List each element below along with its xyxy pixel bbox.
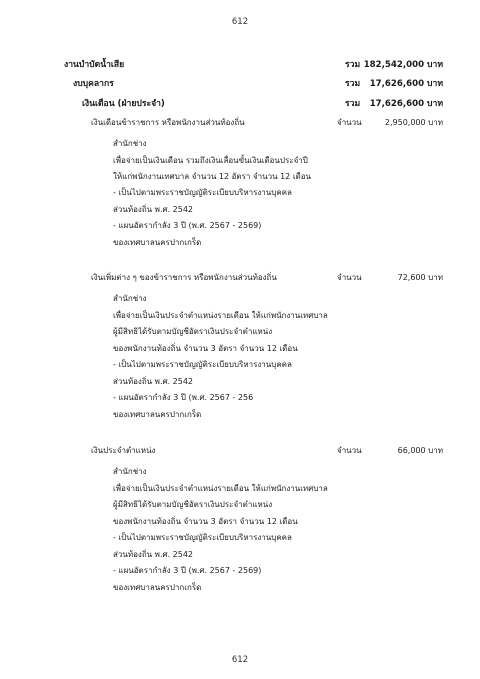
budget-category-unit: รวม	[345, 79, 361, 89]
item-detail-line: สำนักช่าง	[113, 467, 147, 476]
item-detail-line: - เป็นไปตามพระราชบัญญัติระเบียบบริหารงานบุคคล	[113, 188, 292, 197]
item-amount: 2,950,000 บาท	[384, 118, 443, 127]
item-detail-line: ส่วนท้องถิ่น พ.ศ. 2542	[113, 550, 194, 559]
budget-category-title: งบบุคลากร	[73, 79, 114, 89]
item-detail-line: - แผนอัตรากำลัง 3 ปี (พ.ศ. 2567 - 256	[113, 393, 254, 402]
section-amount: 182,542,000 บาท	[363, 60, 443, 70]
item-detail-line: ส่วนท้องถิ่น พ.ศ. 2542	[113, 205, 194, 214]
salary-group-unit: รวม	[345, 99, 361, 109]
item-detail-line: - แผนอัตรากำลัง 3 ปี (พ.ศ. 2567 - 2569)	[113, 221, 262, 230]
item-detail-line: สำนักช่าง	[113, 294, 147, 303]
item-detail-line: สำนักช่าง	[113, 139, 147, 148]
salary-group-amount: 17,626,600 บาท	[369, 99, 443, 109]
page-number-bottom: 612	[231, 655, 249, 665]
item-detail-line: ผู้มีสิทธิได้รับตามบัญชีอัตราเงินประจำตำแหน่ง	[113, 327, 273, 336]
item-detail-line: ของพนักงานท้องถิ่น จำนวน 3 อัตรา จำนวน 12 เดือน	[113, 517, 298, 526]
item-amount: 72,600 บาท	[397, 273, 443, 282]
item-detail-line: เพื่อจ่ายเป็นเงินประจำตำแหน่งรายเดือน ให้แก่พนักงานเทศบาล	[113, 311, 328, 320]
item-detail-line: ของเทศบาลนครปากเกร็ด	[113, 410, 202, 419]
item-detail-line: เพื่อจ่ายเป็นเงินประจำตำแหน่งรายเดือน ให้แก่พนักงานเทศบาล	[113, 484, 328, 493]
budget-category-amount: 17,626,600 บาท	[369, 79, 443, 89]
item-unit: จำนวน	[337, 446, 362, 455]
item-detail-line: - แผนอัตรากำลัง 3 ปี (พ.ศ. 2567 - 2569)	[113, 566, 262, 575]
salary-group-title: เงินเดือน (ฝ่ายประจำ)	[82, 99, 165, 109]
item-unit: จำนวน	[337, 118, 362, 127]
item-detail-line: ผู้มีสิทธิได้รับตามบัญชีอัตราเงินประจำตำแหน่ง	[113, 500, 273, 509]
item-detail-line: เพื่อจ่ายเป็นเงินเดือน รวมถึงเงินเลื่อนขั้นเงินเดือนประจำปี	[113, 156, 308, 165]
item-detail-line: ให้แก่พนักงานเทศบาล จำนวน 12 อัตรา จำนวน 12 เดือน	[113, 172, 312, 181]
item-detail-line: ของเทศบาลนครปากเกร็ด	[113, 238, 202, 247]
item-detail-line: ส่วนท้องถิ่น พ.ศ. 2542	[113, 377, 194, 386]
item-detail-line: ของเทศบาลนครปากเกร็ด	[113, 583, 202, 592]
item-title: เงินประจำตำแหน่ง	[91, 446, 156, 455]
item-title: เงินเดือนข้าราชการ หรือพนักงานส่วนท้องถิ่น	[91, 118, 245, 127]
page-number-top: 612	[231, 17, 249, 27]
item-title: เงินเพิ่มต่าง ๆ ของข้าราชการ หรือพนักงานส่วนท้องถิ่น	[91, 273, 277, 282]
item-detail-line: - เป็นไปตามพระราชบัญญัติระเบียบบริหารงานบุคคล	[113, 360, 292, 369]
item-detail-line: - เป็นไปตามพระราชบัญญัติระเบียบบริหารงานบุคคล	[113, 533, 292, 542]
item-unit: จำนวน	[337, 273, 362, 282]
section-unit: รวม	[345, 60, 361, 70]
item-detail-line: ของพนักงานท้องถิ่น จำนวน 3 อัตรา จำนวน 12 เดือน	[113, 344, 298, 353]
item-amount: 66,000 บาท	[397, 446, 443, 455]
section-title: งานบำบัดน้ำเสีย	[64, 60, 125, 70]
